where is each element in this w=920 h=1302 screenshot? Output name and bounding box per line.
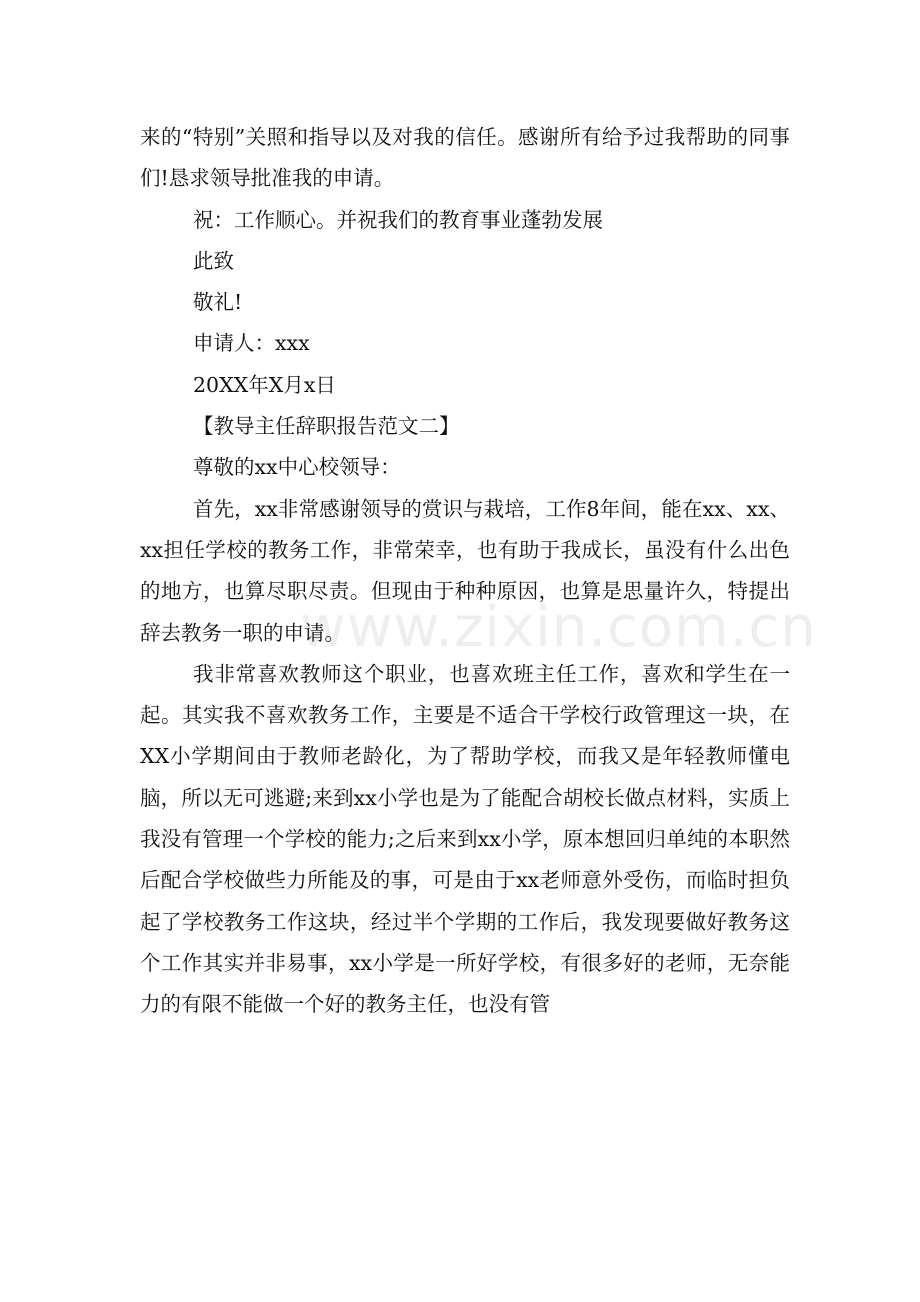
date-line: 20XX年X月x日: [193, 372, 336, 397]
document-body: [140, 117, 790, 1026]
salutation-line-2: 敬礼!: [193, 290, 243, 315]
section-title: 【教导主任辞职报告范文二】: [193, 414, 460, 439]
closing-thanks-paragraph: 来的“特别”关照和指导以及对我的信任。感谢所有给予过我帮助的同事们!恳求领导批准我的申请。: [140, 125, 790, 191]
watermark: www.zixin.com.cn: [300, 595, 817, 660]
applicant-line: 申请人：xxx: [193, 331, 310, 356]
wish-line: 祝：工作顺心。并祝我们的教育事业蓬勃发展: [193, 207, 603, 232]
body-paragraph-2: 我非常喜欢教师这个职业，也喜欢班主任工作，喜欢和学生在一起。其实我不喜欢教务工作，主要是不适合干学校行政管理这一块，在XX小学期间由于教师老龄化，为了帮助学校，而我又是年轻教师懂电脑，所以无可逃避;来到xx小学也是为了能配合胡校长做点材料，实质上我没有管理一个学校的能力;之后来到xx小学，原本想回归单纯的本职然后配合学校做些力所能及的事，可是由于xx老师意外受伤，而临时担负起了学校教务工作这块，经过半个学期的工作后，我发现要做好教务这个工作其实并非易事，xx小学是一所好学校，有很多好的老师，无奈能力的有限不能做一个好的教务主任，也没有管: [140, 661, 790, 1017]
salutation-line-1: 此致: [193, 248, 234, 273]
body-paragraph-1: 首先，xx非常感谢领导的赏识与栽培，工作8年间，能在xx、xx、xx担任学校的教务工作，非常荣幸，也有助于我成长，虽没有什么出色的地方，也算尽职尽责。但现由于种种原因，也算是思量许久，特提出辞去教务一职的申请。: [140, 496, 790, 645]
greeting-line: 尊敬的xx中心校领导：: [193, 455, 401, 480]
